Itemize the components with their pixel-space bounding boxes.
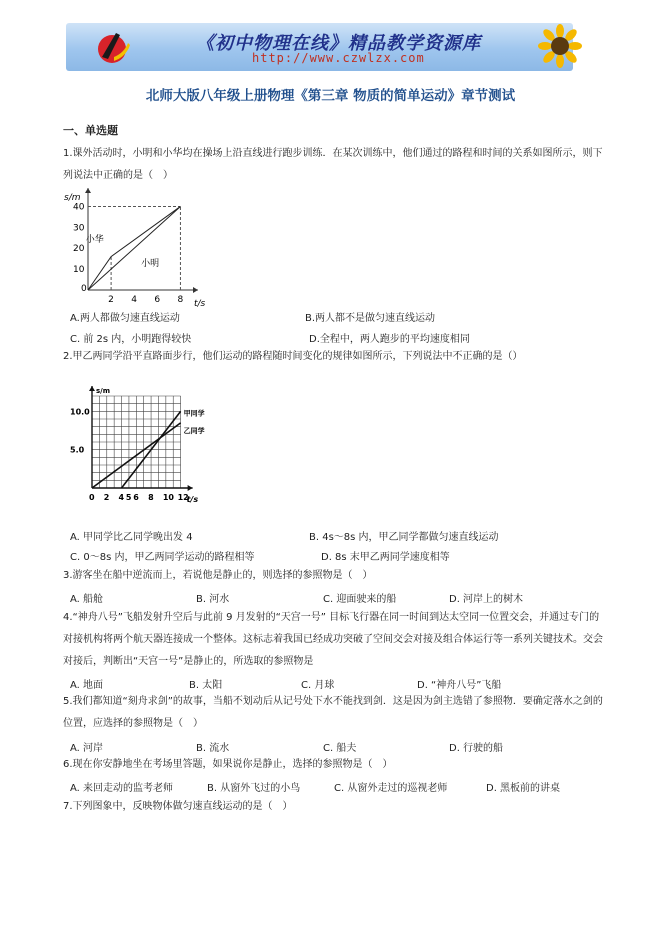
- section-heading: 一、单选题: [63, 124, 118, 137]
- question-3-option-b: B. 河水: [196, 594, 230, 605]
- question-4-option-d: D. “神舟八号”飞船: [417, 680, 502, 691]
- y-tick-label: 40: [73, 202, 85, 213]
- question-2-option-d: D. 8s 末甲乙两同学速度相等: [321, 552, 450, 563]
- question-6-option-a: A. 来回走动的监考老师: [70, 783, 174, 794]
- question-4-text: 4.“神舟八号”飞船发射升空后与此前 9 月发射的“天宫一号” 目标飞行器在同一时间到达太空同一位置交会，并通过专门的对接机构将两个航天器连接成一个整体。这标志着我国已经成功突破了空间交会对接及组合体运行等一系列关键技术。交会对接后，判断出“天宫一号”是静止的，所选取的参照物是: [63, 612, 603, 667]
- x-axis-label: t/s: [194, 299, 206, 309]
- question-3-option-a: A. 船舱: [70, 594, 104, 605]
- question-1-option-c: C. 前 2s 内，小明跑得较快: [70, 334, 192, 345]
- question-6-option-d: D. 黑板前的讲桌: [486, 783, 561, 794]
- series-label: 乙同学: [183, 426, 205, 435]
- y-tick-label: 30: [73, 223, 85, 234]
- x-tick-label: 2: [103, 493, 110, 502]
- x-tick-label: 10: [162, 493, 174, 502]
- series-label: 甲同学: [183, 409, 205, 418]
- banner-url: http://www.czwlzx.com: [252, 51, 425, 65]
- chart-q2-distance-time: [70, 384, 220, 506]
- question-6-option-c: C. 从窗外走过的巡视老师: [334, 783, 448, 794]
- site-logo-icon: [96, 29, 132, 65]
- question-5-option-d: D. 行驶的船: [449, 743, 504, 754]
- header-banner: [66, 23, 573, 71]
- x-axis-label: t/s: [186, 495, 199, 504]
- banner-title: 《初中物理在线》精品教学资源库: [196, 33, 481, 54]
- sunflower-icon: [538, 25, 582, 71]
- origin-label: 0: [81, 284, 87, 294]
- question-6-option-b: B. 从窗外飞过的小鸟: [207, 783, 301, 794]
- question-1-option-a: A.两人都做匀速直线运动: [70, 313, 180, 324]
- x-tick-label: 4: [131, 295, 137, 305]
- question-3-option-d: D. 河岸上的树木: [449, 594, 524, 605]
- chart-q1-distance-time: [62, 188, 206, 310]
- y-axis-arrow: [89, 386, 95, 391]
- series-line: [85, 206, 180, 290]
- x-tick-label: 8: [177, 295, 184, 305]
- x-tick-label: 2: [108, 295, 114, 305]
- question-2-option-c: C. 0～8s 内，甲乙两同学运动的路程相等: [70, 552, 255, 563]
- question-5-text: 5.我们都知道“刻舟求剑”的故事，当船不划动后从记号处下水不能找到剑．这是因为剑主选错了参照物．要确定落水之剑的位置，应选择的参照物是（ ）: [63, 696, 603, 729]
- question-4-option-a: A. 地面: [70, 680, 104, 691]
- question-1-option-b: B.两人都不是做匀速直线运动: [305, 313, 436, 324]
- question-2-option-b: B. 4s～8s 内，甲乙同学都做匀速直线运动: [309, 532, 499, 543]
- x-tick-label: 8: [148, 493, 154, 502]
- x-tick-label: 0: [89, 493, 95, 502]
- x-tick-label: 6: [133, 493, 139, 502]
- y-tick-label: 10: [73, 265, 85, 276]
- x-axis-arrow: [193, 287, 198, 293]
- question-4-option-c: C. 月球: [301, 680, 335, 691]
- question-5-option-a: A. 河岸: [70, 743, 104, 754]
- y-axis-label: s/m: [96, 387, 111, 395]
- question-1-option-d: D.全程中，两人跑步的平均速度相同: [309, 334, 470, 345]
- series-label: 小华: [85, 234, 104, 245]
- y-axis-arrow: [85, 188, 91, 193]
- x-tick-label: 12: [177, 493, 189, 502]
- x-tick-label: 6: [154, 295, 161, 305]
- question-4-option-b: B. 太阳: [189, 680, 223, 691]
- question-3-text: 3.游客坐在船中逆流而上，若说他是静止的，则选择的参照物是（ ）: [63, 570, 373, 581]
- series-label: 小明: [141, 259, 160, 270]
- x-tick-label: 4: [118, 493, 125, 502]
- y-tick-label: 20: [73, 244, 85, 255]
- question-7-text: 7.下列图象中，反映物体做匀速直线运动的是（ ）: [63, 801, 293, 812]
- question-5-option-b: B. 流水: [196, 743, 230, 754]
- x-axis-arrow: [188, 485, 193, 491]
- y-tick-label: 10.0: [70, 407, 90, 417]
- y-tick-label: 5.0: [70, 445, 85, 455]
- y-axis-label: s/m: [64, 193, 81, 203]
- x-tick-label: 5: [125, 493, 132, 502]
- question-6-text: 6.现在你安静地坐在考场里答题，如果说你是静止，选择的参照物是（ ）: [63, 759, 393, 770]
- document-title: 北师大版八年级上册物理《第三章 物质的简单运动》章节测试: [145, 88, 516, 104]
- question-2-option-a: A. 甲同学比乙同学晚出发 4: [70, 532, 193, 543]
- question-3-option-c: C. 迎面驶来的船: [323, 594, 397, 605]
- question-1-text: 1.课外活动时，小明和小华均在操场上沿直线进行跑步训练．在某次训练中，他们通过的路程和时间的关系如图所示，则下列说法中正确的是（ ）: [63, 148, 603, 181]
- question-5-option-c: C. 船夫: [323, 743, 357, 754]
- question-2-text: 2.甲乙两同学沿平直路面步行，他们运动的路程随时间变化的规律如图所示，下列说法中不正确的是（）: [63, 351, 523, 362]
